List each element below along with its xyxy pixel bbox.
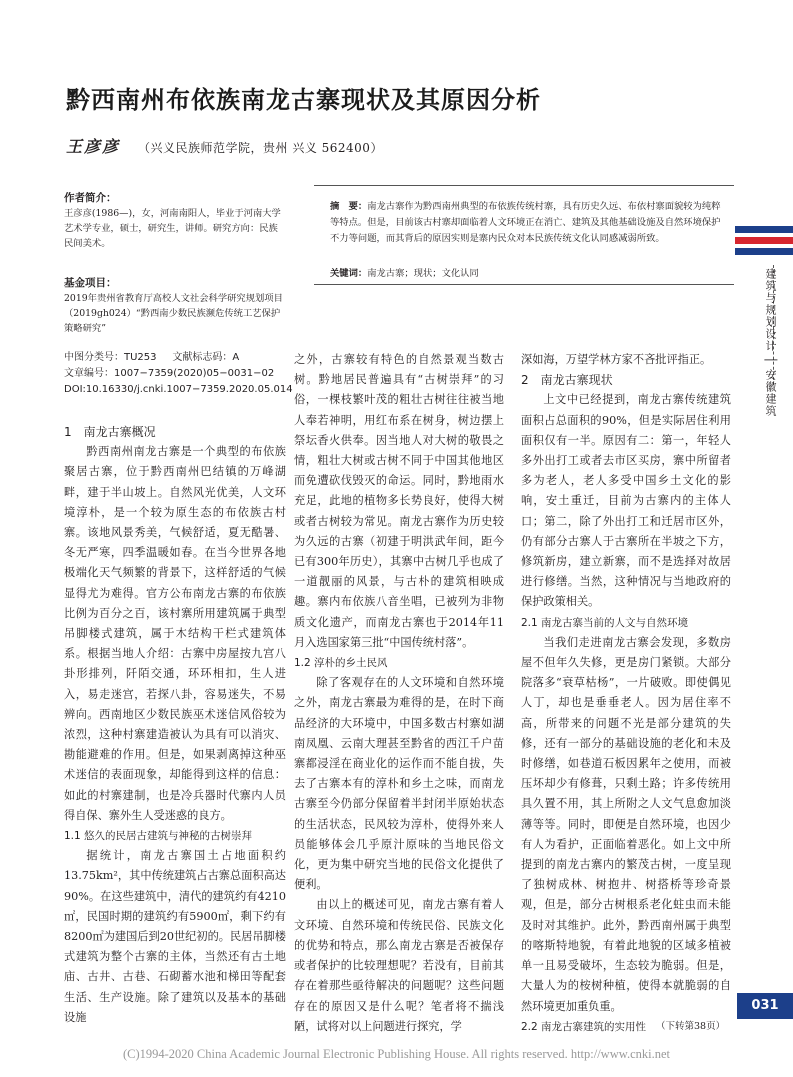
paragraph: 深如海，万望学林方家不吝批评指正。 <box>521 353 712 366</box>
keywords-text: 南龙古寨；现状；文化认同 <box>367 268 479 279</box>
bio-label: 作者简介： <box>64 192 117 204</box>
keywords-label: 关键词： <box>330 268 368 279</box>
meta-line-1 <box>64 350 294 365</box>
article-number: 文章编号：1007−7359(2020)05−0031−02 <box>64 368 275 379</box>
author-name: 王彦彦 <box>66 137 121 156</box>
flag-bar <box>735 248 793 255</box>
continued-note: （下转第38页） <box>656 1021 726 1032</box>
paragraph: 由以上的概述可见，南龙古寨有着人文环境、自然环境和传统民俗、民族文化的优势和特点，那么南龙古寨是否被保存或者保护的比较理想呢？若没有，目前其存在着那些亟待解决的问题呢？这些问题存在的原因又是什么呢？笔者将不揣浅陋，试将对以上问题进行探究，学 <box>294 898 504 1033</box>
flag-bar <box>735 237 793 244</box>
column-2 <box>294 350 504 1037</box>
document-code: 文献标志码：A <box>172 352 240 363</box>
copyright-footer: (C)1994-2020 China Academic Journal Electronic Publishing House. All rights reserved. http://www.cnki.net <box>122 1047 670 1061</box>
page-number: 031 <box>737 993 793 1019</box>
heading-1-2: 1.2 淳朴的乡土民风 <box>294 657 388 670</box>
author-affiliation: （兴义民族师范学院，贵州 兴义 562400） <box>138 141 383 155</box>
bio-text: 王彦彦(1986—)，女，河南南阳人，毕业于河南大学艺术学专业，硕士，研究生，讲师。研究方向：民族民间美术。 <box>64 208 281 249</box>
paragraph: 之外，古寨较有特色的自然景观当数古树。黔地居民普遍具有“古树崇拜”的习俗，一棵枝繁叶茂的粗壮古树往往被当地人奉若神明，用红布系在树身，树边摆上祭坛香火供奉。因当地人对大树的敬畏之情，粗壮大树或古树不同于中国其他地区而免遭砍伐毁灭的命运。同时，黔地雨水充足，此地的植物多长势良好，使得大树或者古树较为常见。南龙古寨作为历史较为久远的古寨（初建于明洪武年间，距今已有300年历史），其寨中古树几乎也成了一道靓丽的风景，与古朴的建筑相映成趣。寨内布依族八音坐唱，已被列为非物质文化遗产，而南龙古寨也于2014年11月入选国家第三批“中国传统村落”。 <box>294 353 504 649</box>
paragraph: 黔西南州南龙古寨是一个典型的布依族聚居古寨，位于黔西南州巴结镇的万峰湖畔，建于半山坡上。自然风光优美，人文环境淳朴，是一个较为原生态的布依族古村寨。该地风景秀美，气候舒适，夏无酷暑、冬无严寒，四季温暖如春。在当今世界各地极端化天气频繁的背景下，这样舒适的气候显得尤为难得。官方公布南龙古寨的布依族比例为百分之百，该村寨所用建筑属于典型吊脚楼式建筑，属于木结构干栏式建筑体系。根据当地人介绍：古寨中房屋按九宫八卦形排列，阡陌交通，环环相扣，生人进入，易走迷宫，若探八卦，容易迷失，不易辨向。西南地区少数民族巫术迷信风俗较为浓烈，这种村寨建造被认为具有可以消灾、勘能避难的作用。但是，如果剥离掉这种巫术迷信的表面现象，却能得到这样的信息：如此的村寨建制，也是冷兵器时代寨内人员得自保、寨外生人受迷惑的良方。 <box>64 445 286 822</box>
heading-1: 1 南龙古寨概况 <box>64 425 156 439</box>
fund-label: 基金项目： <box>64 277 117 289</box>
abstract-rule-top <box>314 185 734 186</box>
journal-section-label: 建筑与规划设计 │ 安徽建筑 <box>764 268 777 417</box>
heading-2-2: 2.2 南龙古寨建筑的实用性 <box>521 1020 647 1033</box>
column-1 <box>64 422 286 1028</box>
paragraph: 除了客观存在的人文环境和自然环境之外，南龙古寨最为难得的是，在时下商品经济的大环境中，中国多数古村寨如湖南凤凰、云南大理甚至黔省的西江千户苗寨都浸淫在商业化的运作而不能自拔，失去了古寨本有的淳朴和乡土之味，而南龙古寨至今仍部分保留着半封闭半原始状态的生活状态，民风较为淳朴，使得外来人员能够体会几乎原汁原味的当地民俗文化，更为集中研究当地的民俗文化提供了便利。 <box>294 676 504 892</box>
abstract-body: 南龙古寨作为黔西南州典型的布依族传统村寨，具有历史久远、布依村寨面貌较为纯粹等特点。但是，目前该古村寨却面临着人文环境正在消亡、建筑及其他基础设施及自然环境保护不力等问题，而其背后的原因实则是寨内民众对本民族传统文化认同感减弱所致。 <box>330 201 721 244</box>
abstract-rule-bottom <box>314 284 734 285</box>
heading-2-1: 2.1 南龙古寨当前的人文与自然环境 <box>521 616 689 629</box>
abstract-text <box>330 199 728 247</box>
clc-number: 中图分类号：TU253 <box>64 352 157 363</box>
fund-text: 2019年贵州省教育厅高校人文社会科学研究规划项目（2019gh024）“黔西南少数民族濒危传统工艺保护策略研究” <box>64 293 283 334</box>
abstract-label: 摘 要： <box>330 201 368 212</box>
doi: DOI:10.16330/j.cnki.1007−7359.2020.05.014 <box>64 384 293 395</box>
paragraph: 据统计，南龙古寨国土占地面积约13.75km²，其中传统建筑占古寨总面积高达90%。在这些建筑中，清代的建筑约有4210㎡，民国时期的建筑约有5900㎡，剩下约有8200㎡为建国后到20世纪初的。民居吊脚楼式建筑为整个古寨的主体，当然还有古土地庙、古井、古巷、石砌蓄水池和梯田等配套生活、生产设施。除了建筑以及基本的基础设施 <box>64 849 286 1024</box>
journal-flag-bars <box>735 226 793 259</box>
article-title: 黔西南州布依族南龙古寨现状及其原因分析 <box>66 86 541 114</box>
heading-1-1: 1.1 悠久的民居古建筑与神秘的古树崇拜 <box>64 830 253 843</box>
paragraph: 上文中已经提到，南龙古寨传统建筑面积占总面积的90%，但是实际居住利用面积仅有一半。原因有二：第一，年轻人多外出打工或者去市区买房，寨中所留者多为老人，老人多受中国乡土文化的影响，安土重迁，目前为古寨内的主体人口；第二，除了外出打工和迁居市区外，仍有部分古寨人于古寨所在半坡之下方，修筑新房，建立新寨，而不是选择对故居进行修缮。当然，这种情况与当地政府的保护政策相关。 <box>521 393 731 609</box>
paragraph: 当我们走进南龙古寨会发现，多数房屋不但年久失修，更是房门紧锁。大部分院落多“衰草枯杨”，一片破败。即使偶见人丁，却也是垂垂老人。因为居住率不高，所带来的问题不光是部分建筑的失修，还有一部分的基础设施的老化和未及时修缮，如巷道石板因累年之使用，而被压坏却少有修葺，只剩土路；许多传统用具久置不用，其上所附之人文气息愈加淡薄等等。同时，即便是自然环境，也因少有人为看护，正面临着恶化。如上文中所提到的南龙古寨内的繁茂古树，一度呈现了独树成林、树抱井、树搭桥等珍奇景观，但是，部分古树根系老化蛀虫而未能及时对其维护。此外，黔西南州属于典型的喀斯特地貌，有着此地貌的区域多植被单一且易受破坏，生态较为脆弱。但是，大量人为的桉树种植，使得本就脆弱的自然环境更加重负重。 <box>521 635 731 1013</box>
flag-bar <box>735 226 793 233</box>
abstract-box <box>314 185 734 285</box>
keywords <box>330 265 728 279</box>
heading-2: 2 南龙古寨现状 <box>521 373 613 388</box>
column-3 <box>521 350 731 1037</box>
